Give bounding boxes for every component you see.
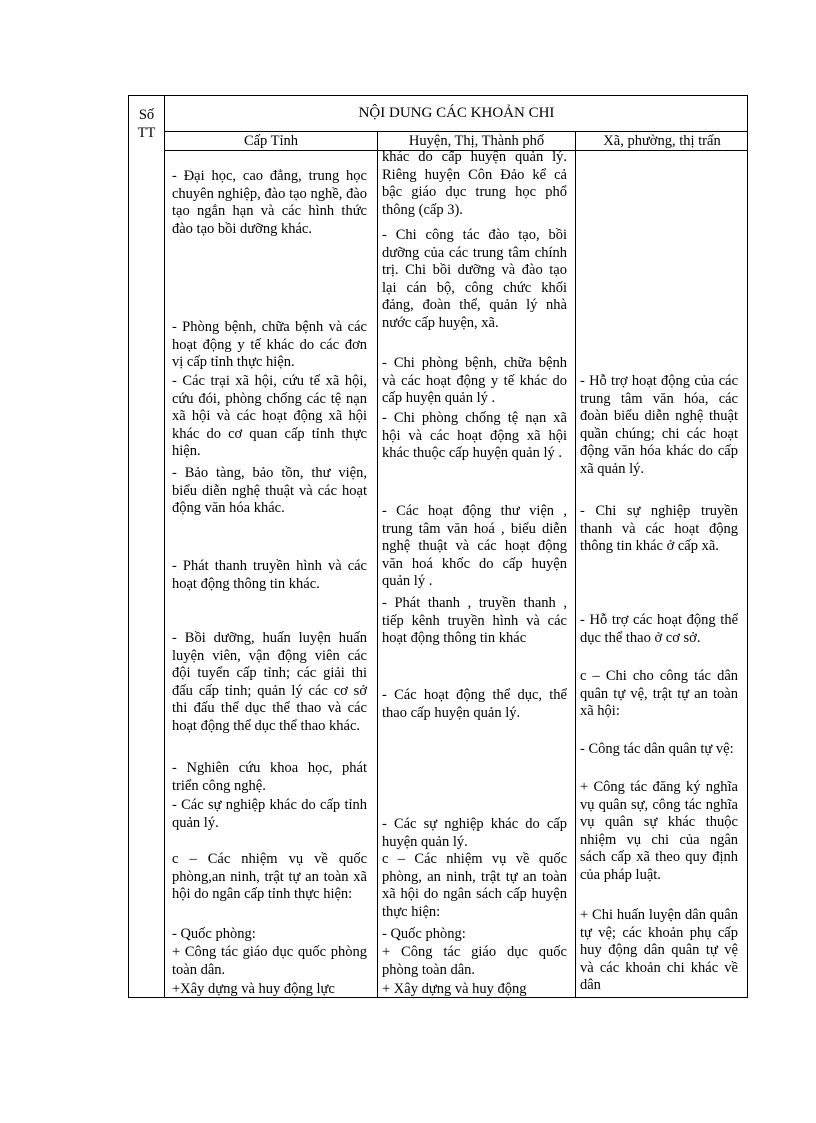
table-title: NỘI DUNG CÁC KHOẢN CHI [358,105,555,121]
col2-paragraph: - Chi phòng bệnh, chữa bệnh và các hoạt động y tế khác do cấp huyện quản lý . [382,355,567,406]
col2-paragraph: c – Các nhiệm vụ về quốc phòng, an ninh, trật tự an toàn xã hội do ngân sách cấp huyện thực hiện: [382,851,567,920]
divider [164,96,165,997]
col1-paragraph: - Các trại xã hội, cứu tế xã hội, cứu đói, phòng chống các tệ nạn xã hội và các hoạt động xã hội khác do cơ quan cấp tỉnh thực hiện. [172,373,367,459]
col1-paragraph: - Bồi dưỡng, huấn luyện huấn luyện viên, vận động viên các đội tuyển cấp tỉnh; các giải thi đấu cấp tỉnh; quản lý các cơ sở thi đấu thể dục thể thao và các hoạt động thể dục thể thao khác. [172,630,367,734]
col2-paragraph: khác do cấp huyện quản lý. Riêng huyện Côn Đảo kể cả bậc giáo dục trung học phổ thông (cấp 3). [382,149,567,218]
col1-paragraph: - Phát thanh truyền hình và các hoạt động thông tin khác. [172,558,367,592]
col2-paragraph: - Chi công tác đào tạo, bồi dưỡng của các trung tâm chính trị. Chi bồi dưỡng và đào tạo lại cán bộ, công chức khối đảng, đoàn thể, quản lý nhà nước cấp huyện, xã. [382,227,567,331]
col1-paragraph: - Bảo tàng, bảo tồn, thư viện, biểu diễn nghệ thuật và các hoạt động văn hóa khác. [172,465,367,516]
col3-paragraph: - Công tác dân quân tự vệ: [580,741,734,757]
col1-paragraph: - Quốc phòng: [172,926,256,942]
col1-paragraph: c – Các nhiệm vụ về quốc phòng,an ninh, trật tự an toàn xã hội do ngân cấp tỉnh thực hiện: [172,851,367,902]
column-header-province: Cấp Tỉnh [243,133,299,149]
col2-paragraph: - Phát thanh , truyền thanh , tiếp kênh truyền hình và các hoạt động thông tin khác [382,595,567,646]
column-header-district: Huyện, Thị, Thành phố [408,133,545,149]
col3-paragraph: - Hỗ trợ hoạt động của các trung tâm văn hóa, các đoàn biểu diễn nghệ thuật quần chúng; chi các hoạt động văn hóa khác do cấp xã quản lý. [580,373,738,477]
column-commune-content [580,0,738,1000]
column-district-content [382,0,567,1000]
column-province-content [172,0,367,1000]
divider [575,132,576,997]
column-header-commune: Xã, phường, thị trấn [603,133,721,149]
divider [377,132,378,997]
col3-paragraph: + Công tác đăng ký nghĩa vụ quân sự, công tác nghĩa vụ quân sự khác thuộc nhiệm vụ chi của ngân sách cấp xã theo quy định của pháp luật. [580,779,738,883]
col3-paragraph: - Chi sự nghiệp truyền thanh và các hoạt động thông tin khác ở cấp xã. [580,503,738,554]
col2-paragraph: - Các sự nghiệp khác do cấp huyện quản lý. [382,816,567,850]
col1-paragraph: - Nghiên cứu khoa học, phát triển công nghệ. [172,760,367,794]
col2-paragraph: - Các hoạt động thể dục, thể thao cấp huyện quản lý. [382,687,567,721]
so-tt-header: Số TT [137,107,156,141]
col2-paragraph: - Các hoạt động thư viện , trung tâm văn hoá , biểu diễn nghệ thuật và các hoạt động văn hoá khốc do cấp huyện quản lý . [382,503,567,589]
col1-paragraph: - Đại học, cao đẳng, trung học chuyên nghiệp, đào tạo nghề, đào tạo ngắn hạn và các hình thức đào tạo bồi dưỡng khác. [172,168,367,237]
col3-paragraph: - Hỗ trợ các hoạt động thể dục thể thao ở cơ sở. [580,612,738,646]
col1-paragraph: - Phòng bệnh, chữa bệnh và các hoạt động y tế khác do các đơn vị cấp tỉnh thực hiện. [172,319,367,370]
col3-paragraph: c – Chi cho công tác dân quân tự vệ, trật tự an toàn xã hội: [580,668,738,719]
col1-paragraph: +Xây dựng và huy động lực [172,981,335,997]
col1-paragraph: - Các sự nghiệp khác do cấp tỉnh quản lý. [172,797,367,831]
col2-paragraph: + Xây dựng và huy động [382,981,527,997]
col2-paragraph: - Quốc phòng: [382,926,466,942]
col2-paragraph: - Chi phòng chống tệ nạn xã hội và các hoạt động xã hội khác thuộc cấp huyện quản lý . [382,410,567,461]
col1-paragraph: + Công tác giáo dục quốc phòng toàn dân. [172,944,367,978]
col3-paragraph: + Chi huấn luyện dân quân tự vệ; các khoản phụ cấp huy động dân quân tự vệ và các khoản chi khác về dân [580,907,738,993]
col2-paragraph: + Công tác giáo dục quốc phòng toàn dân. [382,944,567,978]
